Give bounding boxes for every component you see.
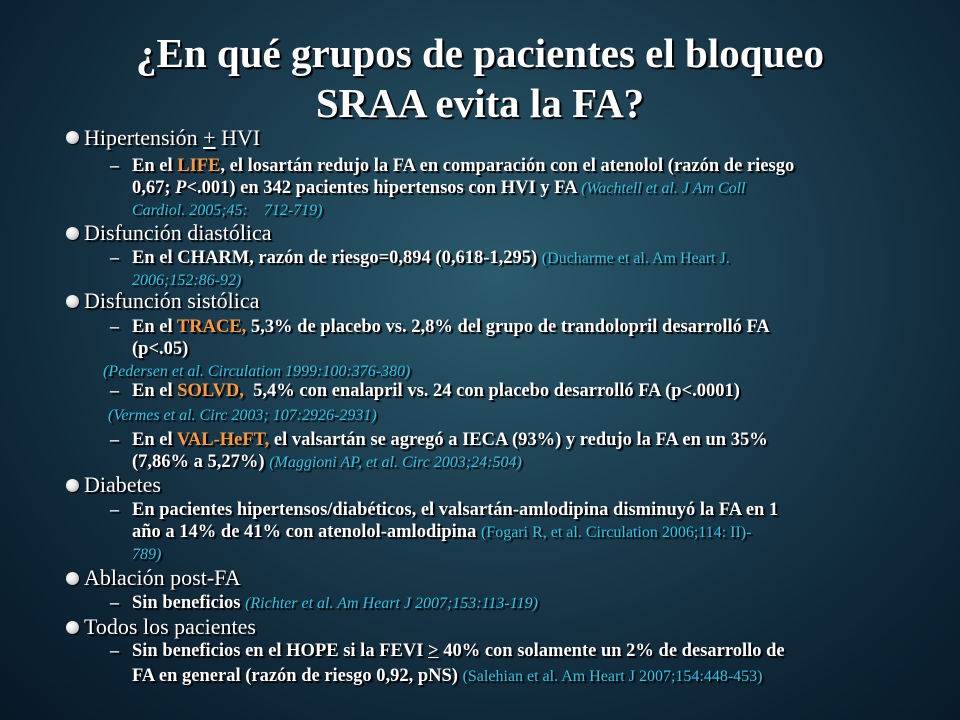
ablacion-text-line-1: Sin beneficios (Richter et al. Am Heart J 2007;153:113-119): [132, 593, 538, 613]
bullet-dot: [66, 295, 79, 308]
title-line-1: ¿En qué grupos de pacientes el bloqueo: [136, 30, 824, 76]
heading-disfuncion-diastolica: Disfunción diastólica: [84, 220, 272, 245]
valheft-text-line-2: (7,86% a 5,27%) (Maggioni AP, et al. Circ 2003;24:504): [132, 452, 522, 472]
heading-ablacion: Ablación post-FA: [84, 565, 241, 590]
bullet-dot: [66, 621, 79, 634]
life-text-line-3: [132, 200, 323, 221]
dash-marker: –: [110, 499, 119, 519]
dash-marker: –: [110, 247, 119, 267]
citation: (Wachtell et al. J Am Coll: [581, 180, 746, 197]
citation: (Richter et al. Am Heart J 2007;153:113-119): [245, 595, 538, 612]
valheft-text-line-1: En el VAL-HeFT, el valsartán se agregó a IECA (93%) y redujo la FA en un 35%: [132, 430, 768, 450]
dash-marker: –: [110, 380, 119, 400]
heading-disfuncion-sistolica: Disfunción sistólica: [84, 288, 260, 313]
life-text-line-2: 0,67; P<.001) en 342 pacientes hipertensos con HVI y FA (Wachtell et al. J Am Coll: [132, 178, 746, 198]
bullet-dot: [66, 131, 79, 144]
solvd-citation: [108, 405, 377, 426]
citation: (Vermes et al. Circ 2003; 107:2926-2931): [108, 407, 377, 424]
charm-text-line-1: En el CHARM, razón de riesgo=0,894 (0,618-1,295) (Ducharme et al. Am Heart J.: [132, 248, 730, 268]
citation: 789): [132, 546, 162, 563]
citation: 2006;152:86-92): [132, 272, 242, 289]
citation: (Ducharme et al. Am Heart J.: [541, 250, 730, 267]
bullet-dot: [66, 227, 79, 240]
diabetes-text-line-1: En pacientes hipertensos/diabéticos, el valsartán-amlodipina disminuyó la FA en 1: [132, 500, 779, 520]
citation: (Salehian et al. Am Heart J 2007;154:448-453): [462, 668, 763, 685]
citation: (Pedersen et al. Circulation 1999:100:376-380): [103, 363, 411, 380]
citation: (Fogari R, et al. Circulation 2006;114: II)-: [480, 524, 752, 541]
heading-todos: Todos los pacientes: [84, 614, 256, 639]
highlight-solvd: SOLVD,: [177, 381, 244, 401]
trace-citation: [103, 361, 410, 382]
dash-marker: –: [110, 316, 119, 336]
trace-text-line-2: (p<.05): [132, 339, 189, 359]
highlight-trace: TRACE,: [176, 317, 247, 337]
solvd-text-line-1: En el SOLVD, 5,4% con enalapril vs. 24 con placebo desarrolló FA (p<.0001): [132, 381, 740, 401]
trace-text-line-1: En el TRACE, 5,3% de placebo vs. 2,8% del grupo de trandolopril desarrolló FA: [132, 317, 770, 337]
diabetes-text-line-3: [132, 544, 161, 565]
heading-diabetes: Diabetes: [84, 472, 161, 497]
citation: (Maggioni AP, et al. Circ 2003;24:504): [269, 454, 522, 471]
dash-marker: –: [110, 155, 119, 175]
dash-marker: –: [110, 429, 119, 449]
bullet-dot: [66, 572, 79, 585]
title-line-2: SRAA evita la FA?: [315, 80, 645, 126]
hope-text-line-2: FA en general (razón de riesgo 0,92, pNS) (Salehian et al. Am Heart J 2007;154:448-453): [132, 666, 763, 686]
life-text-line-1: En el LIFE, el losartán redujo la FA en comparación con el atenolol (razón de riesgo: [132, 156, 795, 176]
dash-marker: –: [110, 592, 119, 612]
citation: Cardiol. 2005;45: 712-719): [132, 202, 323, 219]
bullet-dot: [66, 479, 79, 492]
hope-text-line-1: Sin beneficios en el HOPE si la FEVI > 40% con solamente un 2% de desarrollo de: [132, 641, 785, 661]
highlight-valheft: VAL-HeFT,: [176, 430, 270, 450]
diabetes-text-line-2: año a 14% de 41% con atenolol-amlodipina (Fogari R, et al. Circulation 2006;114: II)-: [132, 522, 752, 542]
highlight-life: LIFE: [177, 156, 221, 176]
heading-hipertension: Hipertensión + HVI: [84, 125, 261, 150]
dash-marker: –: [110, 640, 119, 660]
